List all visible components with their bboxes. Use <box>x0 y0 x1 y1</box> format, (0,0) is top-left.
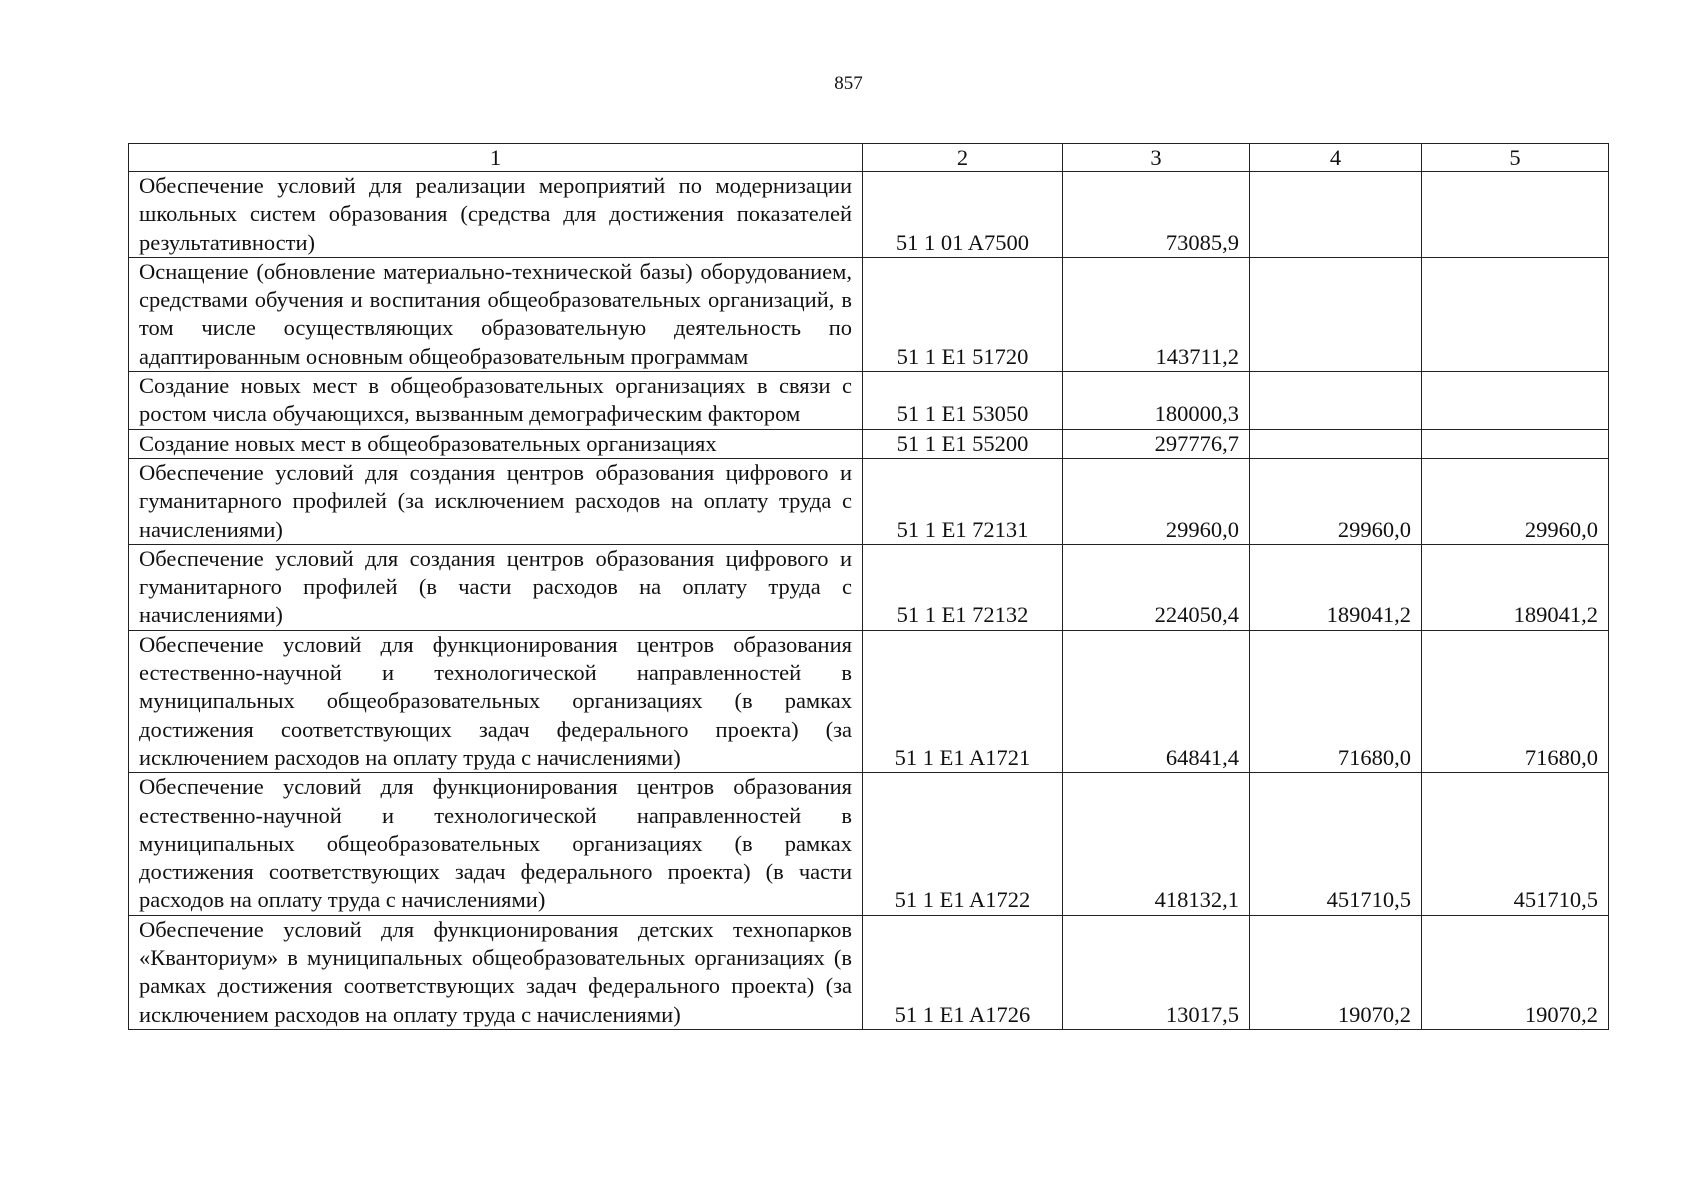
header-col-4: 4 <box>1250 144 1422 172</box>
row-value-4 <box>1250 429 1422 458</box>
row-value-3: 64841,4 <box>1063 630 1250 772</box>
row-value-4 <box>1250 257 1422 371</box>
row-value-5 <box>1422 372 1609 430</box>
row-value-5 <box>1422 172 1609 258</box>
table-row <box>129 458 1609 544</box>
row-name: Обеспечение условий для функционирования центров образования естественно-научной и технологической направленностей в муниципальных общеобразовательных организациях (в рамках достижения соответствующих задач федерального проекта) (в части расходов на оплату труда с начислениями) <box>129 773 863 915</box>
row-name: Обеспечение условий для функционирования детских технопарков «Кванториум» в муниципальных общеобразовательных организациях (в рамках достижения соответствующих задач федерального проекта) (за исключением расходов на оплату труда с начислениями) <box>129 915 863 1029</box>
row-code: 51 1 E1 55200 <box>863 429 1063 458</box>
budget-table <box>128 143 1609 1030</box>
page-number: 857 <box>834 73 863 94</box>
row-value-3: 73085,9 <box>1063 172 1250 258</box>
header-col-1: 1 <box>129 144 863 172</box>
row-name: Оснащение (обновление материально-технической базы) оборудованием, средствами обучения и воспитания общеобразовательных организаций, в том числе осуществляющих образовательную деятельность по адаптированным основным общеобразовательным программам <box>129 257 863 371</box>
row-value-5: 71680,0 <box>1422 630 1609 772</box>
row-value-3: 297776,7 <box>1063 429 1250 458</box>
row-value-3: 224050,4 <box>1063 544 1250 630</box>
header-col-5: 5 <box>1422 144 1609 172</box>
row-code: 51 1 E1 A1721 <box>863 630 1063 772</box>
row-name: Обеспечение условий для создания центров образования цифрового и гуманитарного профилей (за исключением расходов на оплату труда с начислениями) <box>129 458 863 544</box>
table-row <box>129 915 1609 1029</box>
row-value-4 <box>1250 172 1422 258</box>
row-value-5: 29960,0 <box>1422 458 1609 544</box>
row-value-4 <box>1250 372 1422 430</box>
row-name: Обеспечение условий для реализации мероприятий по модернизации школьных систем образования (средства для достижения показателей результативности) <box>129 172 863 258</box>
row-value-4: 19070,2 <box>1250 915 1422 1029</box>
table-row <box>129 429 1609 458</box>
table-row <box>129 773 1609 915</box>
row-value-4: 451710,5 <box>1250 773 1422 915</box>
row-name: Создание новых мест в общеобразовательных организациях <box>129 429 863 458</box>
row-code: 51 1 E1 72132 <box>863 544 1063 630</box>
header-col-3: 3 <box>1063 144 1250 172</box>
row-name: Обеспечение условий для создания центров образования цифрового и гуманитарного профилей (в части расходов на оплату труда с начислениями) <box>129 544 863 630</box>
header-col-2: 2 <box>863 144 1063 172</box>
row-value-5: 19070,2 <box>1422 915 1609 1029</box>
row-value-4: 71680,0 <box>1250 630 1422 772</box>
row-name: Обеспечение условий для функционирования центров образования естественно-научной и технологической направленностей в муниципальных общеобразовательных организациях (в рамках достижения соответствующих задач федерального проекта) (за исключением расходов на оплату труда с начислениями) <box>129 630 863 772</box>
row-value-5: 189041,2 <box>1422 544 1609 630</box>
row-value-3: 418132,1 <box>1063 773 1250 915</box>
row-value-5 <box>1422 257 1609 371</box>
row-value-3: 143711,2 <box>1063 257 1250 371</box>
row-code: 51 1 E1 53050 <box>863 372 1063 430</box>
row-value-4: 29960,0 <box>1250 458 1422 544</box>
row-value-3: 180000,3 <box>1063 372 1250 430</box>
row-code: 51 1 E1 51720 <box>863 257 1063 371</box>
header-row <box>129 144 1609 172</box>
row-value-3: 13017,5 <box>1063 915 1250 1029</box>
row-value-3: 29960,0 <box>1063 458 1250 544</box>
row-code: 51 1 E1 A1722 <box>863 773 1063 915</box>
table-row <box>129 257 1609 371</box>
row-name: Создание новых мест в общеобразовательных организациях в связи с ростом числа обучающихся, вызванным демографическим фактором <box>129 372 863 430</box>
row-code: 51 1 01 A7500 <box>863 172 1063 258</box>
table-row <box>129 372 1609 430</box>
table-row <box>129 544 1609 630</box>
row-value-5: 451710,5 <box>1422 773 1609 915</box>
row-code: 51 1 E1 72131 <box>863 458 1063 544</box>
row-value-5 <box>1422 429 1609 458</box>
table-row <box>129 172 1609 258</box>
table-header <box>129 144 1609 172</box>
table-body <box>129 172 1609 1030</box>
row-value-4: 189041,2 <box>1250 544 1422 630</box>
row-code: 51 1 E1 A1726 <box>863 915 1063 1029</box>
table-row <box>129 630 1609 772</box>
